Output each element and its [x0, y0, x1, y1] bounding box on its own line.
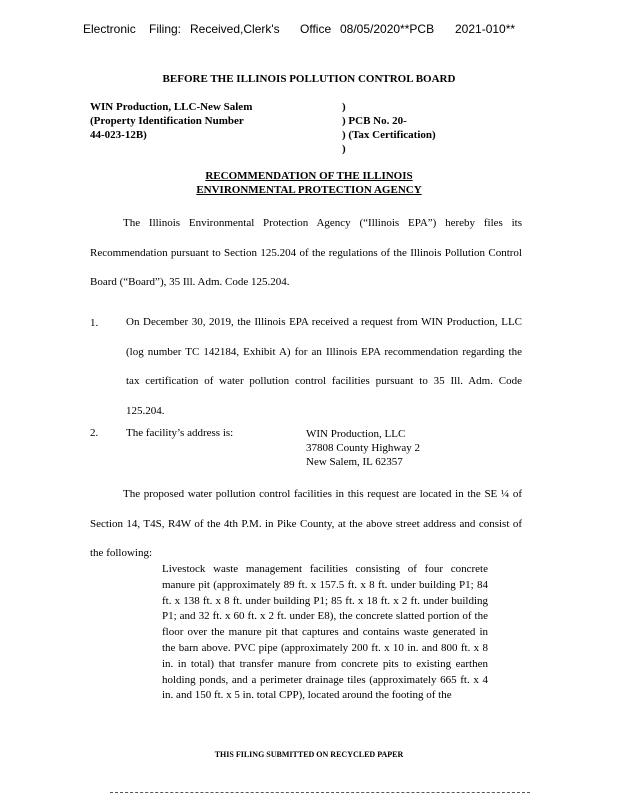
caption-right-line-3: ) (Tax Certification) [342, 129, 436, 141]
address-line-2: 37808 County Highway 2 [306, 442, 420, 454]
footer-divider [110, 792, 530, 793]
footer-recycled-paper: THIS FILING SUBMITTED ON RECYCLED PAPER [214, 750, 404, 759]
header-filing: Filing: [149, 22, 182, 36]
header-docket: 2021-010** [455, 22, 516, 36]
caption-left-line-1: WIN Production, LLC-New Salem [90, 101, 253, 113]
header-electronic: Electronic [83, 22, 136, 36]
item-2-number: 2. [90, 427, 99, 439]
item-1-text: On December 30, 2019, the Illinois EPA received a request from WIN Production, LLC (log number TC 142184, Exhibit A) for an Illinois EPA recommendation regarding the tax certification of water pollution control facilities pursuant to 35 Ill. Adm. Code 125.204. [126, 316, 522, 417]
caption-right-line-4: ) [342, 143, 346, 155]
facility-address [306, 427, 420, 469]
location-paragraph: The proposed water pollution control facilities in this request are located in the SE ¼ of Section 14, T4S, R4W of the 4th P.M. in Pike County, at the above street address and consist of the following: [90, 488, 522, 559]
item-2-text: The facility’s address is: [126, 427, 234, 439]
caption-right-line-2: ) PCB No. 20- [342, 115, 407, 127]
header-received: Received,Clerk's [190, 22, 280, 36]
address-line-1: WIN Production, LLC [306, 428, 406, 440]
doc-title-line-1: RECOMMENDATION OF THE ILLINOIS [205, 170, 413, 182]
item-1-number: 1. [90, 317, 99, 329]
header-date: 08/05/2020**PCB [340, 22, 435, 36]
caption-right-line-1: ) [342, 101, 346, 113]
intro-paragraph: The Illinois Environmental Protection Agency (“Illinois EPA”) hereby files its Recommendation pursuant to Section 125.204 of the regulations of the Illinois Pollution Control Board (“Board”), 35 Ill. Adm. Code 125.204. [90, 217, 522, 288]
caption-left-line-2: (Property Identification Number [90, 115, 244, 127]
facilities-block-quote: Livestock waste management facilities consisting of four concrete manure pit (approximately 89 ft. x 157.5 ft. x 8 ft. under building P1; 84 ft. x 138 ft. x 8 ft. under building P1; 85 ft. x 18 ft. x 2 ft. under building P1; and 32 ft. x 60 ft. x 2 ft. under E8), the concrete slatted portion of the floor over the manure pit that captures and contains waste generated in the barn above. PVC pipe (approximately 200 ft. x 10 in. and 800 ft. x 8 in. in total) that transfer manure from concrete pits to existing earthen holding ponds, and a perimeter drainage tiles (approximately 665 ft. x 4 in. and 150 ft. x 5 in. total CPP), located around the footing of the [162, 563, 488, 702]
board-title: BEFORE THE ILLINOIS POLLUTION CONTROL BOARD [162, 73, 456, 85]
doc-title-line-2: ENVIRONMENTAL PROTECTION AGENCY [196, 184, 422, 196]
header-office: Office [300, 22, 332, 36]
address-line-3: New Salem, IL 62357 [306, 456, 403, 468]
caption-left-line-3: 44-023-12B) [90, 129, 147, 141]
